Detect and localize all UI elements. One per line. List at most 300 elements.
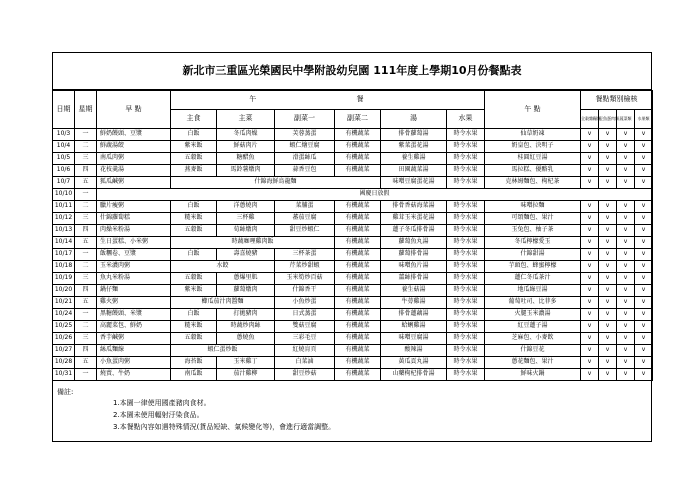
cell-fruit: 時令水果 [447,141,485,153]
cell-side1: 芹菜炒甜蝦 [275,261,335,273]
header-check-grains: 全穀雜糧類 [581,110,599,129]
cell-check: v [581,285,599,297]
cell-check: v [617,141,635,153]
table-row [53,249,653,261]
cell-check: v [581,129,599,141]
cell-check: v [635,213,653,225]
header-date: 日期 [53,91,75,129]
cell-check: v [581,153,599,165]
cell-afternoon: 什錦甜湯 [485,249,581,261]
cell-check: v [617,237,635,249]
cell-afternoon: 芋頭包、蜂蜜檸檬 [485,261,581,273]
cell-morning: 花枝羹湯 [97,165,171,177]
table-row [53,345,653,357]
table-row [53,333,653,345]
cell-main: 蘿蔔燉肉 [217,285,275,297]
cell-weekday: 三 [75,153,97,165]
cell-side1: 日式蒸蛋 [275,309,335,321]
cell-afternoon: 仙草奶凍 [485,129,581,141]
cell-fruit: 時令水果 [447,237,485,249]
cell-staple: 白飯 [171,129,217,141]
cell-soup: 排骨香菇海菜湯 [381,201,447,213]
cell-side2: 有機蔬菜 [335,333,381,345]
cell-soup: 蛤蜊雞湯 [381,321,447,333]
cell-fruit: 時令水果 [447,177,485,189]
cell-check: v [599,297,617,309]
header-lunch-right: 餐 [335,91,485,110]
cell-afternoon: 味噌拉麵 [485,201,581,213]
cell-weekday: 四 [75,345,97,357]
cell-soup: 排骨蓮藕湯 [381,309,447,321]
cell-side2: 有機蔬菜 [335,321,381,333]
cell-side1: 甜豆炒蝦仁 [275,225,335,237]
notes-heading: 備註: [57,388,74,396]
cell-weekday: 二 [75,141,97,153]
cell-check: v [581,261,599,273]
cell-main: 打拋豬肉 [217,309,275,321]
cell-weekday: 四 [75,225,97,237]
cell-fruit: 時令水果 [447,225,485,237]
cell-soup: 黃瓜貢丸湯 [381,357,447,369]
cell-morning: 什錦蘿蔔糕 [97,213,171,225]
cell-fruit: 時令水果 [447,249,485,261]
cell-main: 鮮菇肉片 [217,141,275,153]
cell-date: 10/18 [53,261,75,273]
cell-soup: 蘿蔔排骨湯 [381,249,447,261]
cell-side2: 有機蔬菜 [335,249,381,261]
cell-soup: 養生雞湯 [381,153,447,165]
cell-weekday: 一 [75,369,97,381]
table-row [53,369,653,381]
cell-side2: 有機蔬菜 [335,165,381,177]
cell-fruit: 時令水果 [447,309,485,321]
cell-check: v [635,285,653,297]
cell-weekday: 一 [75,189,97,201]
cell-check: v [581,225,599,237]
cell-morning: 鮮奶饅頭、豆漿 [97,129,171,141]
cell-soup: 薑絲排骨湯 [381,273,447,285]
cell-holiday: 國慶日放假 [97,189,653,201]
cell-morning: 魚丸米粉湯 [97,273,171,285]
cell-lunch-merged: 時蔬咖哩雞肉飯 [171,237,335,249]
cell-main: 玉米雞丁 [217,357,275,369]
cell-check: v [599,261,617,273]
cell-fruit: 時令水果 [447,297,485,309]
table-row [53,189,653,201]
cell-afternoon: 蔥花麵包、果汁 [485,357,581,369]
cell-afternoon: 紅豆蓮子湯 [485,321,581,333]
cell-soup: 養生菇湯 [381,285,447,297]
cell-fruit: 時令水果 [447,153,485,165]
cell-check: v [599,345,617,357]
header-side1: 副菜一 [275,110,335,129]
cell-check: v [617,369,635,381]
cell-soup: 山藥枸杞排骨湯 [381,369,447,381]
cell-date: 10/31 [53,369,75,381]
cell-check: v [599,321,617,333]
cell-check: v [617,165,635,177]
cell-lunch-merged: 什錦海鮮烏龍麵 [171,177,381,189]
table-row [53,141,653,153]
header-morning: 早 點 [97,91,171,129]
table-row [53,153,653,165]
cell-check: v [581,297,599,309]
cell-check: v [581,345,599,357]
cell-afternoon: 芝麻包、小麥飲 [485,333,581,345]
cell-afternoon: 火腿玉米濃湯 [485,309,581,321]
cell-check: v [635,153,653,165]
cell-fruit: 時令水果 [447,261,485,273]
cell-lunch-merged: 蝦仁蛋炒飯 [171,345,275,357]
cell-morning: 生日蛋糕、小米粥 [97,237,171,249]
table-row [53,309,653,321]
cell-weekday: 一 [75,249,97,261]
cell-side2: 有機蔬菜 [335,237,381,249]
cell-date: 10/4 [53,141,75,153]
cell-check: v [635,141,653,153]
cell-staple: 紫米飯 [171,285,217,297]
cell-check: v [599,141,617,153]
cell-fruit: 時令水果 [447,213,485,225]
cell-staple: 五穀飯 [171,225,217,237]
table-row [53,213,653,225]
cell-check: v [617,321,635,333]
cell-fruit: 時令水果 [447,285,485,297]
cell-check: v [635,225,653,237]
header-check: 餐點類別檢核 [581,91,653,110]
cell-soup: 牛蒡雞湯 [381,297,447,309]
table-row [53,237,653,249]
cell-morning: 黑糖饅頭、米漿 [97,309,171,321]
cell-fruit: 時令水果 [447,201,485,213]
cell-main: 蔥燒魚 [217,333,275,345]
cell-weekday: 四 [75,285,97,297]
cell-main: 壽喜燒豬 [217,249,275,261]
cell-date: 10/25 [53,321,75,333]
header-weekday: 星期 [75,91,97,129]
cell-check: v [599,333,617,345]
cell-check: v [599,129,617,141]
cell-soup: 味噌豆腐蛋花湯 [381,177,447,189]
cell-fruit: 時令水果 [447,333,485,345]
cell-afternoon: 克林姆麵包、枸杞茶 [485,177,581,189]
cell-fruit: 時令水果 [447,357,485,369]
cell-side2: 有機蔬菜 [335,297,381,309]
cell-check: v [635,165,653,177]
cell-side1: 三彩毛豆 [275,333,335,345]
cell-side2: 有機蔬菜 [335,345,381,357]
cell-check: v [581,141,599,153]
cell-check: v [599,285,617,297]
cell-side2: 有機蔬菜 [335,261,381,273]
cell-soup: 蘿蔔魚丸湯 [381,237,447,249]
cell-check: v [617,213,635,225]
cell-weekday: 五 [75,297,97,309]
cell-check: v [599,165,617,177]
cell-weekday: 一 [75,309,97,321]
cell-side1: 小魚炒蛋 [275,297,335,309]
cell-weekday: 三 [75,213,97,225]
cell-morning: 雞火粥 [97,297,171,309]
cell-check: v [599,177,617,189]
cell-check: v [617,153,635,165]
cell-side1: 菜脯蛋 [275,201,335,213]
cell-afternoon: 葡萄吐司、比菲多 [485,297,581,309]
header-lunch-left: 午 [171,91,335,110]
cell-check: v [617,345,635,357]
cell-check: v [581,273,599,285]
cell-check: v [635,261,653,273]
cell-check: v [599,153,617,165]
cell-side2: 有機蔬菜 [335,129,381,141]
cell-weekday: 五 [75,357,97,369]
cell-date: 10/3 [53,129,75,141]
cell-afternoon: 冬瓜檸檬愛玉 [485,237,581,249]
header-fruit: 水果 [447,110,485,129]
cell-date: 10/21 [53,297,75,309]
cell-check: v [599,357,617,369]
cell-soup: 紫菜蛋花湯 [381,141,447,153]
cell-fruit: 時令水果 [447,345,485,357]
cell-check: v [581,237,599,249]
cell-side1: 三杯茶蛋 [275,249,335,261]
cell-afternoon: 可頌麵包、果汁 [485,213,581,225]
cell-check: v [581,165,599,177]
header-afternoon: 午 點 [485,91,581,129]
cell-fruit: 時令水果 [447,369,485,381]
cell-weekday: 四 [75,165,97,177]
cell-check: v [599,369,617,381]
cell-side2: 有機蔬菜 [335,309,381,321]
cell-morning: 燒賣、牛奶 [97,369,171,381]
cell-weekday: 一 [75,129,97,141]
table-row [53,285,653,297]
table-row [53,177,653,189]
cell-check: v [581,249,599,261]
table-row [53,129,653,141]
cell-afternoon: 什錦豆花 [485,345,581,357]
cell-check: v [635,309,653,321]
cell-date: 10/19 [53,273,75,285]
cell-side2: 有機蔬菜 [335,357,381,369]
cell-main: 茄汁雞柳 [217,369,275,381]
cell-check: v [617,285,635,297]
cell-fruit: 時令水果 [447,273,485,285]
cell-morning: 小魚蛋肉粥 [97,357,171,369]
cell-date: 10/24 [53,309,75,321]
cell-check: v [581,333,599,345]
cell-soup: 酸辣湯 [381,345,447,357]
table-row [53,357,653,369]
cell-side1: 紅燒肓頁 [275,345,335,357]
cell-morning: 狐瓜鹹粥 [97,177,171,189]
notes-section [53,384,651,441]
cell-check: v [617,201,635,213]
cell-date: 10/20 [53,285,75,297]
cell-weekday: 三 [75,273,97,285]
header-check-protein: 豆魚蛋肉類 [599,110,617,129]
cell-weekday: 二 [75,201,97,213]
cell-side1: 蒜香豆包 [275,165,335,177]
cell-staple: 五穀飯 [171,333,217,345]
cell-date: 10/12 [53,213,75,225]
cell-side1: 滑蛋絲瓜 [275,153,335,165]
cell-check: v [617,177,635,189]
cell-morning: 飯糰卷、豆漿 [97,249,171,261]
cell-check: v [599,201,617,213]
cell-fruit: 時令水果 [447,165,485,177]
cell-check: v [617,249,635,261]
cell-staple: 紫米飯 [171,141,217,153]
cell-check: v [635,237,653,249]
cell-staple: 五穀飯 [171,273,217,285]
cell-soup: 蓮子冬瓜排骨湯 [381,225,447,237]
cell-check: v [635,273,653,285]
cell-date: 10/17 [53,249,75,261]
cell-main: 時蔬炒肉絲 [217,321,275,333]
table-row [53,261,653,273]
cell-check: v [635,177,653,189]
cell-staple: 白飯 [171,309,217,321]
cell-date: 10/28 [53,357,75,369]
cell-side2: 有機蔬菜 [335,213,381,225]
cell-soup: 雞茸玉米蛋花湯 [381,213,447,225]
cell-side1: 甜豆炒菇 [275,369,335,381]
cell-afternoon: 地瓜綠豆湯 [485,285,581,297]
cell-soup: 味噌豆腐湯 [381,333,447,345]
table-row [53,165,653,177]
cell-check: v [617,261,635,273]
cell-staple: 白飯 [171,249,217,261]
cell-check: v [581,369,599,381]
cell-morning: 臘片瘦粥 [97,201,171,213]
cell-date: 10/14 [53,237,75,249]
cell-check: v [581,321,599,333]
cell-date: 10/5 [53,153,75,165]
cell-main: 三杯雞 [217,213,275,225]
cell-check: v [617,273,635,285]
page-title: 新北市三重區光榮國民中學附設幼兒園 111年度上學期10月份餐點表 [53,53,651,90]
cell-check: v [635,333,653,345]
cell-date: 10/6 [53,165,75,177]
cell-side1: 芙蓉蒸蛋 [275,129,335,141]
cell-check: v [581,201,599,213]
cell-weekday: 五 [75,177,97,189]
cell-morning: 玉米濃肉粥 [97,261,171,273]
cell-date: 10/11 [53,201,75,213]
cell-check: v [635,297,653,309]
header-staple: 主食 [171,110,217,129]
header-main: 主菜 [217,110,275,129]
cell-main: 洋蔥燒肉 [217,201,275,213]
menu-sheet [52,52,652,442]
cell-date: 10/7 [53,177,75,189]
cell-side2: 有機蔬菜 [335,141,381,153]
table-row [53,297,653,309]
note-item: 1.本園一律使用國產豬肉食材。 [113,399,211,407]
cell-date: 10/13 [53,225,75,237]
cell-morning: 鮮蔬湯餃 [97,141,171,153]
cell-side2: 有機蔬菜 [335,225,381,237]
cell-check: v [599,225,617,237]
cell-soup: 排骨蘿蔔湯 [381,129,447,141]
cell-staple: 燕麥飯 [171,165,217,177]
cell-check: v [617,129,635,141]
cell-check: v [599,273,617,285]
cell-weekday: 三 [75,333,97,345]
cell-check: v [635,321,653,333]
cell-afternoon: 鮮味火鍋 [485,369,581,381]
header-check-veg: 蔬菜類 [617,110,635,129]
cell-main: 冬瓜肉燥 [217,129,275,141]
cell-staple: 五穀飯 [171,153,217,165]
cell-check: v [599,249,617,261]
cell-morning: 香芋鹹粥 [97,333,171,345]
cell-staple: 糙米飯 [171,321,217,333]
cell-side1: 雙菇豆腐 [275,321,335,333]
cell-side2: 有機蔬菜 [335,369,381,381]
cell-check: v [635,249,653,261]
menu-table [52,90,653,381]
cell-main: 馬鈴薯燉肉 [217,165,275,177]
cell-check: v [617,309,635,321]
cell-side1: 白菜滷 [275,357,335,369]
cell-fruit: 時令水果 [447,129,485,141]
cell-weekday: 五 [75,237,97,249]
cell-date: 10/10 [53,189,75,201]
cell-check: v [635,369,653,381]
cell-check: v [581,213,599,225]
cell-side2: 有機蔬菜 [335,273,381,285]
cell-fruit: 時令水果 [447,321,485,333]
cell-check: v [635,201,653,213]
table-row [53,273,653,285]
cell-check: v [581,357,599,369]
cell-lunch-merged: 水餃 [171,261,275,273]
cell-weekday: 二 [75,261,97,273]
cell-staple: 糙米飯 [171,213,217,225]
note-item: 3.本餐點內容如遇特殊情況(貨品短缺、氣候變化等)，會進行適當調整。 [113,423,336,431]
cell-check: v [581,177,599,189]
cell-date: 10/27 [53,345,75,357]
cell-check: v [617,297,635,309]
cell-lunch-merged: 櫛瓜茄汁肉醬麵 [171,297,275,309]
cell-main: 荀絲燉肉 [217,225,275,237]
cell-side1: 玉米筍炒百菇 [275,273,335,285]
note-item: 2.本園未使用輻射汙染食品。 [113,411,204,419]
cell-side2: 有機蔬菜 [335,285,381,297]
cell-check: v [599,213,617,225]
table-row [53,321,653,333]
cell-side2: 有機蔬菜 [335,153,381,165]
cell-afternoon: 桂圓紅豆湯 [485,153,581,165]
cell-check: v [635,345,653,357]
cell-check: v [599,309,617,321]
cell-morning: 南瓜肉粥 [97,153,171,165]
cell-side1: 什錦香干 [275,285,335,297]
cell-check: v [599,237,617,249]
cell-check: v [581,309,599,321]
table-row [53,201,653,213]
header-check-fruit: 水果類 [635,110,653,129]
cell-staple: 白飯 [171,201,217,213]
cell-afternoon: 蓮仁冬瓜茶汁 [485,273,581,285]
cell-side2: 有機蔬菜 [335,201,381,213]
cell-check: v [617,333,635,345]
cell-check: v [635,129,653,141]
cell-morning: 高麗菜包、鮮奶 [97,321,171,333]
cell-staple: 南瓜飯 [171,369,217,381]
